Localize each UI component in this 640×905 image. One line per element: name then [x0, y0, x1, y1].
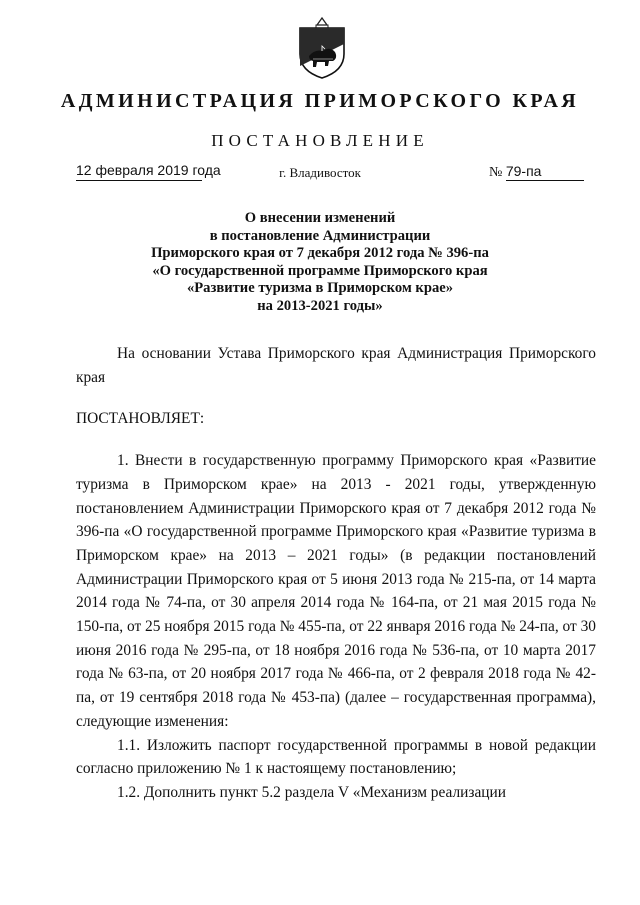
basis-paragraph: На основании Устава Приморского края Администрация Приморского края [76, 345, 596, 386]
number-prefix: № [489, 165, 503, 180]
coat-of-arms-emblem [295, 16, 349, 80]
item-1-2-paragraph: 1.2. Дополнить пункт 5.2 раздела V «Механизм реализации [117, 783, 507, 801]
title-line: на 2013-2021 годы» [257, 297, 383, 314]
document-number [489, 163, 541, 181]
document-city: г. Владивосток [279, 165, 361, 180]
item-1-1-paragraph: 1.1. Изложить паспорт государственной программы в новой редакции согласно приложению № 1 к настоящему постановлению; [76, 736, 596, 778]
number-value: 79-па [505, 163, 542, 179]
title-line: в постановление Администрации [209, 227, 431, 244]
title-line: «Развитие туризма в Приморском крае» [186, 280, 454, 296]
resolves-heading: ПОСТАНОВЛЯЕТ: [76, 410, 205, 428]
title-line: О внесении изменений [244, 210, 396, 226]
title-line: «О государственной программе Приморского края [152, 262, 488, 279]
document-body [76, 342, 596, 805]
number-underline [506, 180, 584, 181]
document-date: 12 февраля 2019 года [76, 162, 221, 178]
title-line: Приморского края от 7 декабря 2012 года № 396-па [151, 245, 489, 261]
item-1-paragraph: 1. Внести в государственную программу Приморского края «Развитие туризма в Приморском крае» на 2013 - 2021 годы, утвержденную постановлением Администрации Приморского края от 7 декабря 2012 года № 396-па «О государственной программе Приморского края «Развитие туризма в Приморском крае» на 2013 – 2021 годы» (в редакции постановлений Администрации Приморского края от 5 июня 2013 года № 215-па, от 14 марта 2014 года № 74-па, от 30 апреля 2014 года № 164-па, от 21 мая 2015 года № 150-па, от 25 ноября 2015 года № 455-па, от 22 января 2016 года № 24-па, от 30 июня 2016 года № 295-па, от 18 ноября 2016 года № 536-па, от 10 марта 2017 года № 63-па, от 20 ноября 2017 года № 466-па, от 2 февраля 2018 года № 42-па, от 19 сентября 2018 года № 453-па) (далее – государственная программа), следующие изменения: [76, 452, 596, 730]
document-type: ПОСТАНОВЛЕНИЕ [211, 131, 429, 150]
document-title [100, 210, 540, 315]
organization-name: АДМИНИСТРАЦИЯ ПРИМОРСКОГО КРАЯ [60, 90, 580, 112]
